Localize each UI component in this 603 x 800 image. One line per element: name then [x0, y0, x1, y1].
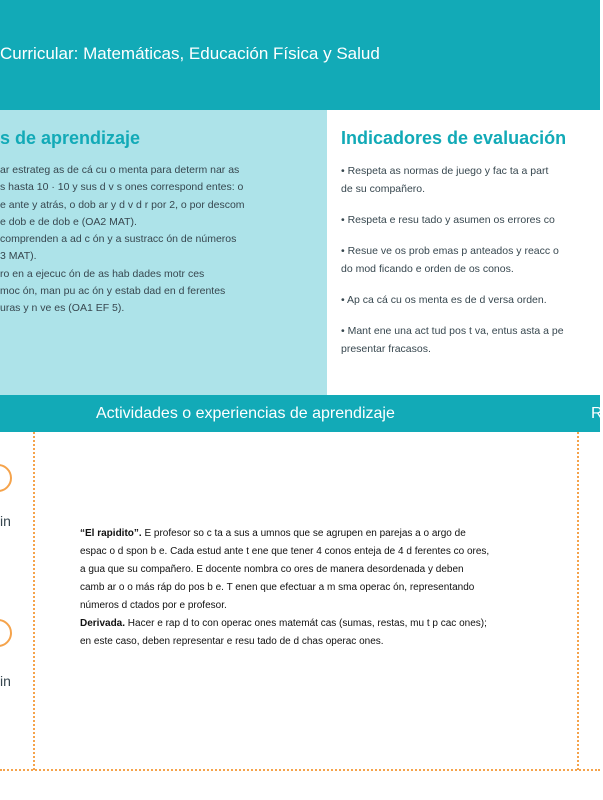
bottom-divider	[0, 769, 600, 771]
time-label: in	[0, 673, 11, 689]
activity-line	[80, 525, 540, 543]
indicator-line: de su compañero.	[341, 183, 426, 195]
activity-name: “El rapidito”.	[80, 528, 142, 539]
activity-line: números d ctados por e profesor.	[80, 600, 227, 611]
indicator-item	[341, 162, 600, 198]
activities-heading: Actividades o experiencias de aprendizaje	[96, 405, 395, 422]
indicator-line: do mod ficando e orden de os conos.	[341, 263, 514, 275]
activity-line: espac o d spon b e. Cada estud ante t ene que tener 4 conos enteja de 4 d ferentes co ores,	[80, 546, 490, 557]
activity-description	[80, 525, 540, 651]
indicator-line: • Respeta e resu tado y asumen os errores co	[341, 214, 555, 226]
next-column-heading: R	[591, 405, 603, 422]
indicator-line: presentar fracasos.	[341, 343, 431, 355]
indicator-line: • Ap ca cá cu os menta es de d versa orden.	[341, 294, 547, 306]
derivada-label: Derivada.	[80, 618, 126, 629]
activity-text-span: E profesor so c ta a sus a umnos que se agrupen en parejas a o argo de	[141, 528, 466, 539]
objective-line: s hasta 10 · 10 y sus d v s ones correspond entes: o	[0, 181, 244, 194]
evaluation-indicators-list	[341, 162, 600, 371]
learning-objectives-heading: s de aprendizaje	[0, 128, 141, 148]
page-title: Curricular: Matemáticas, Educación Física y Salud	[0, 44, 380, 63]
activity-line: en este caso, deben representar e resu tado de d chas operac ones.	[80, 636, 384, 647]
clock-icon	[0, 464, 12, 492]
objective-line: ar estrateg as de cá cu o menta para determ nar as	[0, 164, 240, 176]
objective-line: uras y n ve es (OA1 EF 5).	[0, 302, 125, 315]
column-divider	[577, 432, 579, 770]
indicator-item	[341, 211, 600, 229]
objective-line: ro en a ejecuc ón de as hab dades motr ces	[0, 267, 205, 280]
indicator-line: • Mant ene una act tud pos t va, entus asta a pe	[341, 325, 564, 337]
evaluation-indicators-heading: Indicadores de evaluación	[341, 128, 567, 148]
objective-line: e dob e de dob e (OA2 MAT).	[0, 215, 137, 228]
indicator-line: • Respeta as normas de juego y fac ta a part	[341, 165, 549, 177]
indicator-line: • Resue ve os prob emas p anteados y reacc o	[341, 245, 559, 257]
objective-line: moc ón, man pu ac ón y estab dad en d ferentes	[0, 285, 226, 298]
objective-line: 3 MAT).	[0, 250, 37, 263]
time-label: in	[0, 513, 11, 529]
activity-line: a gua que su compañero. E docente nombra co ores de manera desordenada y deben	[80, 564, 464, 575]
indicator-item	[341, 242, 600, 278]
objective-line: e ante y atrás, o dob ar y d v d r por 2, o por descom	[0, 198, 245, 211]
indicator-item	[341, 291, 600, 309]
clock-icon	[0, 619, 12, 647]
objective-line: comprenden a ad c ón y a sustracc ón de números	[0, 233, 237, 246]
activity-line	[80, 615, 540, 633]
column-divider	[33, 432, 35, 770]
indicator-item	[341, 322, 600, 358]
activity-line: camb ar o o más ráp do pos b e. T enen que efectuar a m sma operac ón, representando	[80, 582, 475, 593]
activity-text-span: Hacer e rap d to con operac ones matemát cas (sumas, restas, mu t p cac ones);	[125, 618, 487, 629]
learning-objectives-text	[0, 162, 325, 318]
